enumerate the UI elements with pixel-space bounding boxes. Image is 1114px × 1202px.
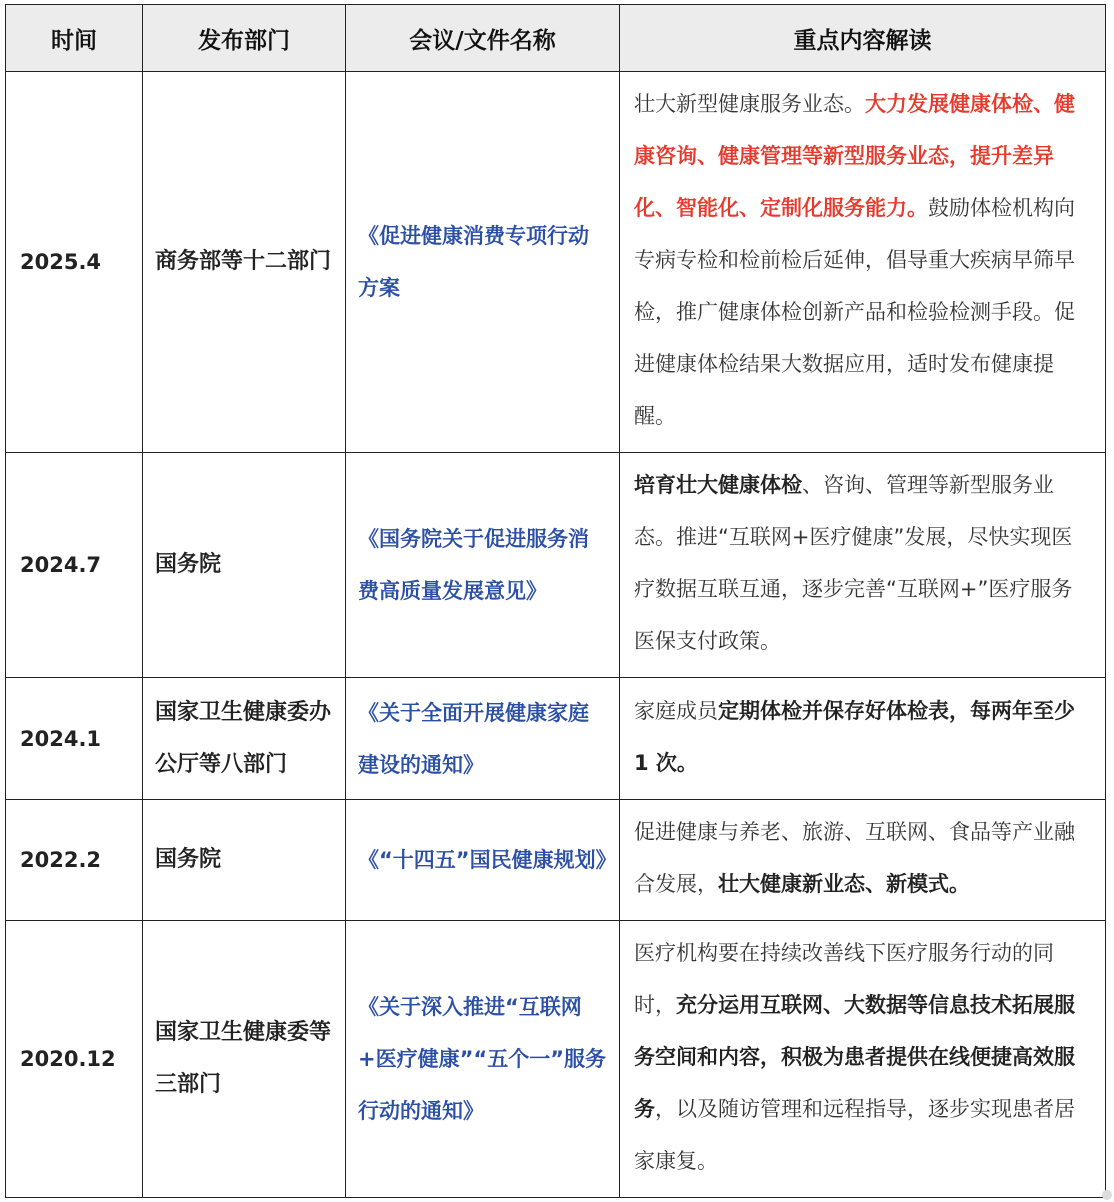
row-doc: 《关于深入推进“互联网+医疗健康”“五个一”服务行动的通知》 <box>346 921 620 1198</box>
policy-table <box>5 4 1106 1198</box>
desc-seg: 、咨询、管理等新型服务业态。推进“互联网+医疗健康”发展，尽快实现医疗数据互联互通，逐步完善“互联网+”医疗服务医保支付政策。 <box>634 473 1073 653</box>
header-dept: 发布部门 <box>143 5 346 72</box>
row-dept: 国家卫生健康委等三部门 <box>143 921 346 1198</box>
table-row <box>6 800 1106 921</box>
desc-seg: 医疗机构要在持续改善线下医疗服务行动的同时， <box>634 941 1054 1017</box>
header-date: 时间 <box>6 5 143 72</box>
row-doc: 《“十四五”国民健康规划》 <box>346 800 620 921</box>
desc-seg-bold: 壮大健康新业态、新模式。 <box>718 872 970 896</box>
row-date: 2024.7 <box>6 453 143 678</box>
row-desc <box>620 453 1106 678</box>
row-date: 2025.4 <box>6 72 143 453</box>
row-doc: 《国务院关于促进服务消费高质量发展意见》 <box>346 453 620 678</box>
corner-decoration <box>1102 1190 1112 1200</box>
row-dept: 商务部等十二部门 <box>143 72 346 453</box>
desc-seg: 促进健康与养老、旅游、互联网、食品等产业融合发展， <box>634 820 1075 896</box>
row-date: 2022.2 <box>6 800 143 921</box>
desc-seg-highlight: 大力发展健康体检、健康咨询、健康管理等新型服务业态，提升差异化、智能化、定制化服务能力。 <box>634 92 1075 220</box>
row-dept: 国务院 <box>143 453 346 678</box>
row-desc <box>620 678 1106 800</box>
header-row <box>6 5 1106 72</box>
table-row <box>6 678 1106 800</box>
desc-seg: 壮大新型健康服务业态。 <box>634 92 865 116</box>
row-desc <box>620 72 1106 453</box>
header-desc: 重点内容解读 <box>620 5 1106 72</box>
row-doc: 《促进健康消费专项行动方案 <box>346 72 620 453</box>
table-row <box>6 72 1106 453</box>
row-date: 2020.12 <box>6 921 143 1198</box>
row-doc: 《关于全面开展健康家庭建设的通知》 <box>346 678 620 800</box>
desc-seg: 鼓励体检机构向专病专检和检前检后延伸，倡导重大疾病早筛早检，推广健康体检创新产品和检验检测手段。促进健康体检结果大数据应用，适时发布健康提醒。 <box>634 196 1075 428</box>
header-doc: 会议/文件名称 <box>346 5 620 72</box>
desc-seg: 家庭成员 <box>634 698 718 723</box>
row-dept: 国家卫生健康委办公厅等八部门 <box>143 678 346 800</box>
desc-seg-bold: 充分运用互联网、大数据等信息技术拓展服务空间和内容，积极为患者提供在线便捷高效服务 <box>634 993 1075 1121</box>
table-row <box>6 453 1106 678</box>
desc-seg-bold: 定期体检并保存好体检表，每两年至少 1 次。 <box>634 698 1075 775</box>
desc-seg: ，以及随访管理和远程指导，逐步实现患者居家康复。 <box>634 1097 1075 1173</box>
row-desc <box>620 921 1106 1198</box>
desc-seg-bold: 培育壮大健康体检 <box>634 473 802 497</box>
row-desc <box>620 800 1106 921</box>
row-date: 2024.1 <box>6 678 143 800</box>
row-dept: 国务院 <box>143 800 346 921</box>
table-row <box>6 921 1106 1198</box>
